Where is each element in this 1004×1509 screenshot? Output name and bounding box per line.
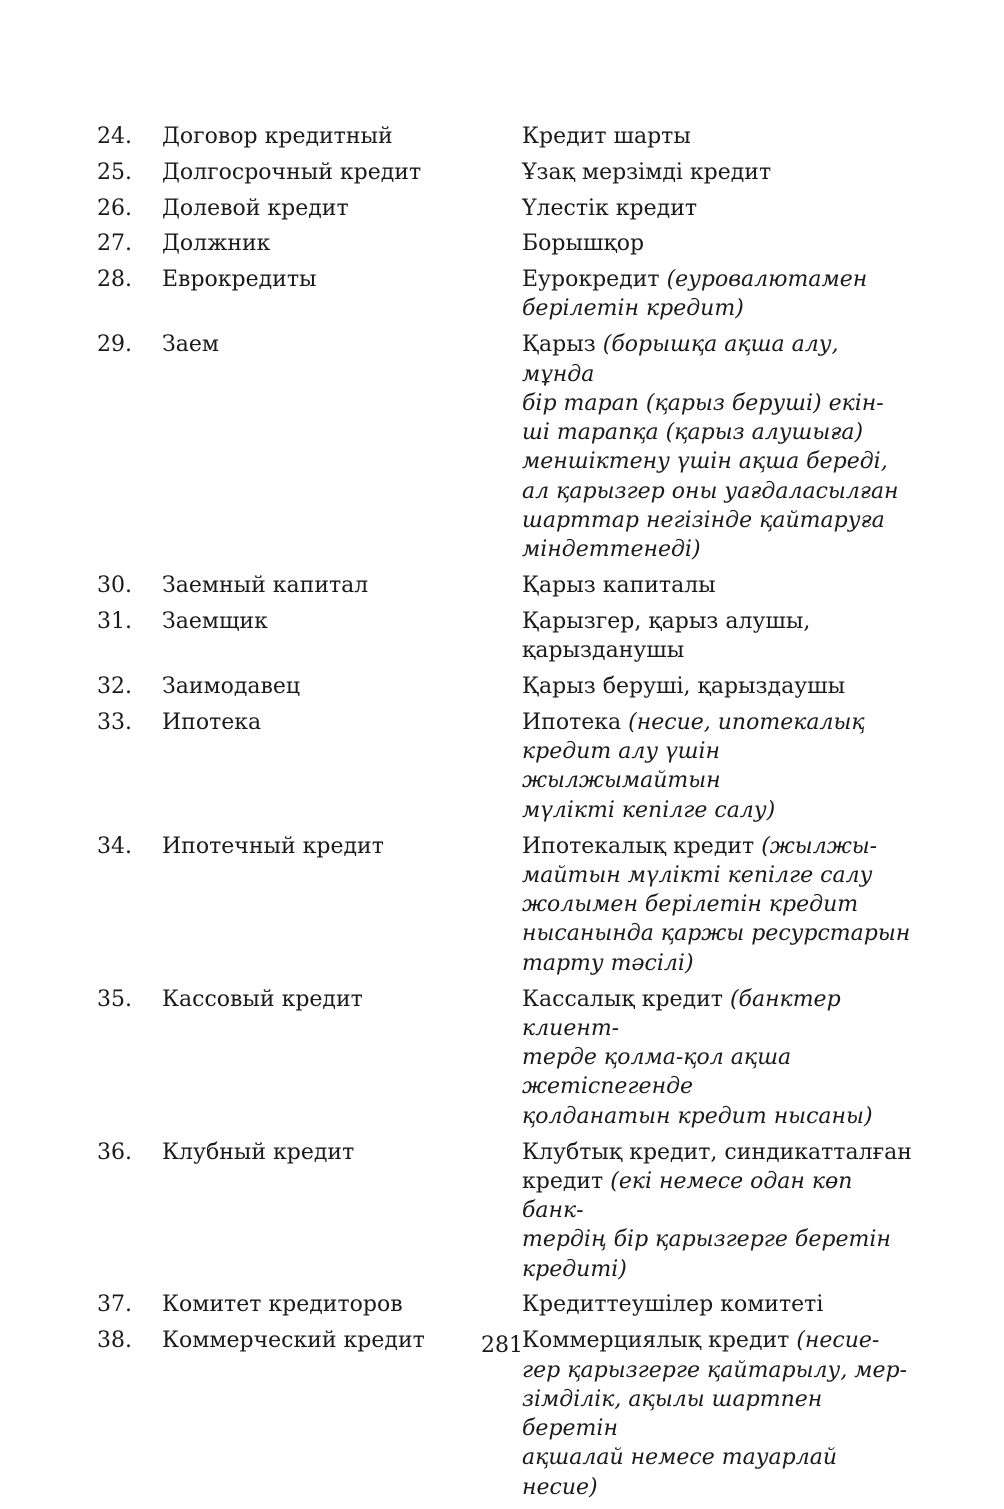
kazakh-term xyxy=(522,985,917,1131)
russian-term: Должник xyxy=(162,231,271,257)
entry-number: 26. xyxy=(97,195,132,221)
russian-term: Заем xyxy=(162,332,219,358)
glossary-entry xyxy=(97,330,917,564)
kazakh-term xyxy=(522,672,917,701)
russian-term: Еврокредиты xyxy=(162,267,317,293)
kazakh-term-text: Ипотекалық кредит xyxy=(522,833,762,859)
kazakh-term-text: Қарыз капиталы xyxy=(522,573,716,599)
kazakh-term xyxy=(522,194,917,223)
glossary-entry xyxy=(97,708,917,825)
kazakh-term xyxy=(522,708,917,825)
glossary-list xyxy=(97,122,917,1509)
kazakh-term-explanation: (несие- гер қарызгерге қайтарылу, мер- зімділік, ақылы шартпен беретін ақшалай немесе тауарлай несие) xyxy=(522,1328,908,1500)
kazakh-term-text: Кредиттеушілер комитеті xyxy=(522,1292,824,1318)
russian-term: Договор кредитный xyxy=(162,124,393,149)
kazakh-term-text: Кредит шарты xyxy=(522,124,691,149)
russian-term: Долевой кредит xyxy=(162,195,349,221)
entry-number: 28. xyxy=(97,267,132,293)
glossary-entry xyxy=(97,985,917,1131)
russian-term: Клубный кредит xyxy=(162,1139,355,1165)
kazakh-term xyxy=(522,571,917,600)
russian-term: Долгосрочный кредит xyxy=(162,159,422,185)
russian-term: Коммерческий кредит xyxy=(162,1328,425,1354)
russian-term: Комитет кредиторов xyxy=(162,1292,403,1318)
kazakh-term-text: Клубтық кредит, синдикатталған кредит xyxy=(522,1139,912,1194)
kazakh-term-text: Кассалық кредит xyxy=(522,986,730,1012)
kazakh-term xyxy=(522,229,917,258)
kazakh-term-text: Еурокредит xyxy=(522,267,667,293)
entry-number: 25. xyxy=(97,159,132,185)
russian-term: Ипотечный кредит xyxy=(162,833,384,859)
russian-term: Заимодавец xyxy=(162,674,301,700)
kazakh-term-text: Ұзақ мерзімді кредит xyxy=(522,159,772,185)
russian-term: Ипотека xyxy=(162,709,262,735)
kazakh-term-explanation: (банктер клиент- терде қолма-қол ақша жетіспегенде қолданатын кредит нысаны) xyxy=(522,986,873,1129)
kazakh-term xyxy=(522,122,917,151)
entry-number: 32. xyxy=(97,674,132,700)
kazakh-term-text: Коммерциялық кредит xyxy=(522,1328,797,1354)
kazakh-term-explanation: (екі немесе одан көп банк- тердің бір қарызгерге беретін кредиті) xyxy=(522,1168,891,1282)
kazakh-term-explanation: (жылжы- майтын мүлікті кепілге салу жолымен берілетін кредит нысанында қаржы ресурстарын тарту тәсілі) xyxy=(522,833,911,976)
entry-number: 34. xyxy=(97,833,132,859)
glossary-entry xyxy=(97,229,917,258)
kazakh-term xyxy=(522,1290,917,1319)
entry-number: 38. xyxy=(97,1328,132,1354)
kazakh-term xyxy=(522,1138,917,1284)
kazakh-term xyxy=(522,265,917,324)
russian-term: Заемный капитал xyxy=(162,573,369,599)
entry-number: 27. xyxy=(97,231,132,257)
glossary-entry xyxy=(97,265,917,324)
entry-number: 30. xyxy=(97,573,132,599)
kazakh-term xyxy=(522,330,917,564)
kazakh-term-text: Қарыз беруші, қарыздаушы xyxy=(522,674,846,700)
glossary-entry xyxy=(97,672,917,701)
entry-number: 31. xyxy=(97,608,132,634)
kazakh-term-text: Үлестік кредит xyxy=(522,195,698,221)
kazakh-term-text: Ипотека xyxy=(522,709,629,735)
page-number: 281 xyxy=(481,1333,523,1358)
glossary-entry xyxy=(97,158,917,187)
russian-term: Заемщик xyxy=(162,608,268,634)
kazakh-term-explanation: (еуровалютамен берілетін кредит) xyxy=(522,267,868,322)
russian-term: Кассовый кредит xyxy=(162,986,363,1012)
entry-number: 36. xyxy=(97,1139,132,1165)
kazakh-term xyxy=(522,607,917,666)
entry-number: 29. xyxy=(97,332,132,358)
entry-number: 33. xyxy=(97,709,132,735)
kazakh-term-text: Борышқор xyxy=(522,231,645,257)
glossary-entry xyxy=(97,832,917,978)
kazakh-term-text: Қарыз xyxy=(522,332,603,358)
glossary-entry xyxy=(97,122,917,151)
kazakh-term-text: Қарызгер, қарыз алушы, қарызданушы xyxy=(522,608,811,664)
kazakh-term-explanation: (несие, ипотекалық кредит алу үшін жылжымайтын мүлікті кепілге салу) xyxy=(522,709,865,823)
glossary-entry xyxy=(97,571,917,600)
entry-number: 35. xyxy=(97,986,132,1012)
kazakh-term xyxy=(522,832,917,978)
glossary-entry xyxy=(97,607,917,666)
glossary-entry xyxy=(97,194,917,223)
glossary-entry xyxy=(97,1290,917,1319)
glossary-entry xyxy=(97,1138,917,1284)
kazakh-term-explanation: (борышқа ақша алу, мұнда бір тарап (қарыз беруші) екін- ші тарапқа (қарыз алушыға) меншіктену үшін ақша береді, ал қарызгер оны уағдаласылған шарттар негізінде қайтаруға міндеттенеді) xyxy=(522,332,899,563)
kazakh-term xyxy=(522,158,917,187)
entry-number: 37. xyxy=(97,1292,132,1318)
entry-number: 24. xyxy=(97,124,132,149)
